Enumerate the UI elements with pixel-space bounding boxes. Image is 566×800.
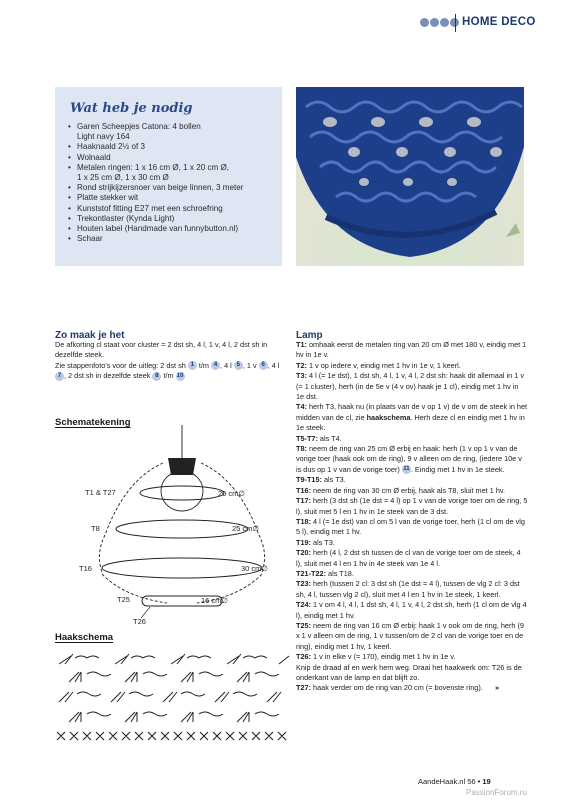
lamp-title: Lamp (296, 330, 323, 341)
stitch-chart (55, 650, 295, 750)
step-badge: 5 (234, 361, 243, 370)
step-badge: 6 (259, 361, 268, 370)
section-title: HOME DECO (462, 16, 536, 28)
label-d16: 16 cm∅ (201, 596, 228, 605)
instruction-row: T1: omhaak eerst de metalen ring van 20 cm Ø met 180 v, eindig met 1 hv in 1e v. (296, 340, 527, 360)
lamp-photo (296, 87, 524, 266)
label-t16: T16 (79, 564, 92, 573)
schema-title: Schematekening (55, 417, 131, 428)
label-d30: 30 cm∅ (241, 564, 268, 573)
howto-title: Zo maak je het (55, 330, 125, 341)
label-d25: 25 cm∅ (232, 524, 259, 533)
dot-icon (430, 18, 439, 27)
instruction-row: T20: herh (4 l, 2 dst sh tussen de cl van de vorige toer om de steek, 4 l), sluit met 4 l en 1 hv in 4e steek van 1e 4 l. (296, 548, 521, 568)
step-badge: 11 (403, 466, 410, 473)
howto-p2: Zie stappenfoto's voor de uitleg: 2 dst sh 1 t/m 4 , 4 l 5 , 1 v 6 , 4 l 7 , 2 dst sh in dezelfde steek 8 t/m 10 (55, 360, 280, 381)
material-item: • Trekontlaster (Kynda Light) (68, 214, 282, 224)
howto-p1: De afkorting cl staat voor cluster = 2 dst sh, 4 l, 1 v, 4 l, 2 dst sh in dezelfde steek. (55, 340, 268, 360)
step-badge: 4 (211, 361, 220, 370)
instruction-row: T27: haak verder om de ring van 20 cm (= bovenste ring). » (296, 683, 500, 693)
instruction-row: T3: 4 l (= 1e dst), 1 dst sh, 4 l, 1 v, 4 l, 2 dst sh: haak dit allemaal in 1 v (= 1 cluster), herh (in de 5e v (4 v ov) haak je 1 cl), eindig met 1 hv in 1e dst. (296, 371, 525, 402)
dot-icon (420, 18, 429, 27)
instruction-row: T26: 1 v in elke v (= 170), eindig met 1 hv in 1e v. (296, 652, 456, 662)
material-item: • Platte stekker wit (68, 193, 282, 203)
instruction-row: T23: herh (tussen 2 cl: 3 dst sh (1e dst = 4 l), tussen de vlg 2 cl: 3 dst sh, 4 l, tussen vlg 2 cl), sluit met 4 l en 1 hv in 1e steek, 1 keerl. (296, 579, 520, 599)
instruction-row: T8: neem de ring van 25 cm Ø erbij en haak: herh (1 v op 1 v van de vorige toer (haak ook om de ring), 9 v alleen om de ring, (iedere 10e v is dus op 1 v van de vorige toer) 11. Eindig met 1 hv in 1e steek. (296, 444, 522, 474)
material-item: • Metalen ringen: 1 x 16 cm Ø, 1 x 20 cm Ø, 1 x 25 cm Ø, 1 x 30 cm Ø (68, 163, 282, 183)
instruction-row: T16: neem de ring van 30 cm Ø erbij, haak als T8, sluit met 1 hv. (296, 485, 506, 495)
material-item: • Wolnaald (68, 153, 282, 163)
instruction-row: Knip de draad af en werk hem weg. Draai het haakwerk om: T26 is de onderkant van de lamp en dat blijft zo. (296, 662, 522, 682)
label-t26: T26 (133, 617, 146, 626)
instruction-row: T4: herh T3, haak nu (in plaats van de v op 1 v) de v om de steek in het midden van de cl, zie haakschema. Herh deze cl en eindig met 1 hv in 1e steek. (296, 402, 528, 433)
instruction-row: T21-T22: als T18. (296, 568, 354, 578)
instruction-row: T24: 1 v om 4 l, 4 l, 1 dst sh, 4 l, 1 v, 4 l, 2 dst sh, herh (1 cl om de vlg 4 l), eindig met 1 hv. (296, 600, 527, 620)
instruction-row: T5-T7: als T4. (296, 433, 342, 443)
watermark: PassionForum.ru (466, 788, 527, 797)
instruction-row: T17: herh (3 dst sh (1e dst = 4 l) op 1 v van de vorige toer om de ring, 5 l), sluit met 5 l en 1 hv in 1e steek van de 3 dst. (296, 496, 528, 516)
header-decoration (420, 18, 459, 27)
material-item: • Houten label (Handmade van funnybutton.nl) (68, 224, 282, 234)
materials-list (68, 122, 282, 244)
step-badge: 10 (176, 372, 184, 379)
material-item: • Haaknaald 2½ of 3 (68, 142, 282, 152)
lamp-diagram (55, 425, 295, 635)
step-badge: 8 (152, 372, 161, 381)
material-item: • Schaar (68, 234, 282, 244)
header-divider (455, 14, 456, 32)
page-number: 19 (482, 777, 491, 786)
step-badge: 1 (188, 361, 197, 370)
haakschema-title: Haakschema (55, 632, 114, 643)
instruction-row: T2: 1 v op iedere v, eindig met 1 hv in 1e v, 1 keerl. (296, 360, 461, 370)
lamp-instructions (296, 340, 528, 694)
magazine-name: AandeHaak.nl 56 (418, 777, 476, 786)
material-item: • Rond strijkijzersnoer van beige linnen, 3 meter (68, 183, 282, 193)
page-footer (418, 777, 491, 786)
step-badge: 7 (55, 372, 64, 381)
instruction-row: T19: als T3. (296, 537, 335, 547)
instruction-row: T9-T15: als T3. (296, 475, 346, 485)
footer-bullet: • (477, 777, 481, 786)
materials-box (55, 87, 282, 266)
instruction-row: T18: 4 l (= 1e dst) van cl om 5 l van de vorige toer, herh (1 cl om de vlg 5 l), eindig met 1 hv. (296, 516, 525, 537)
instruction-row: T25: neem de ring van 16 cm Ø erbij: haak 1 v ook om de ring, herh (9 x 1 v alleen om de ring, 1 v tussen/om de 2 cl van de vorige toer en de ring), eindig met 1 hv, 1 keerl. (296, 620, 524, 651)
materials-title: Wat heb je nodig (70, 101, 193, 116)
label-d20: 20 cm∅ (218, 489, 245, 498)
material-item: • Kunststof fitting E27 met een schroefring (68, 204, 282, 214)
dot-icon (440, 18, 449, 27)
label-t1: T1 & T27 (85, 488, 116, 497)
label-t25: T25 (117, 595, 130, 604)
material-item: • Garen Scheepjes Catona: 4 bollen Light navy 164 (68, 122, 282, 142)
label-t8: T8 (91, 524, 100, 533)
continue-arrow: » (494, 683, 500, 693)
howto-text (55, 340, 280, 382)
